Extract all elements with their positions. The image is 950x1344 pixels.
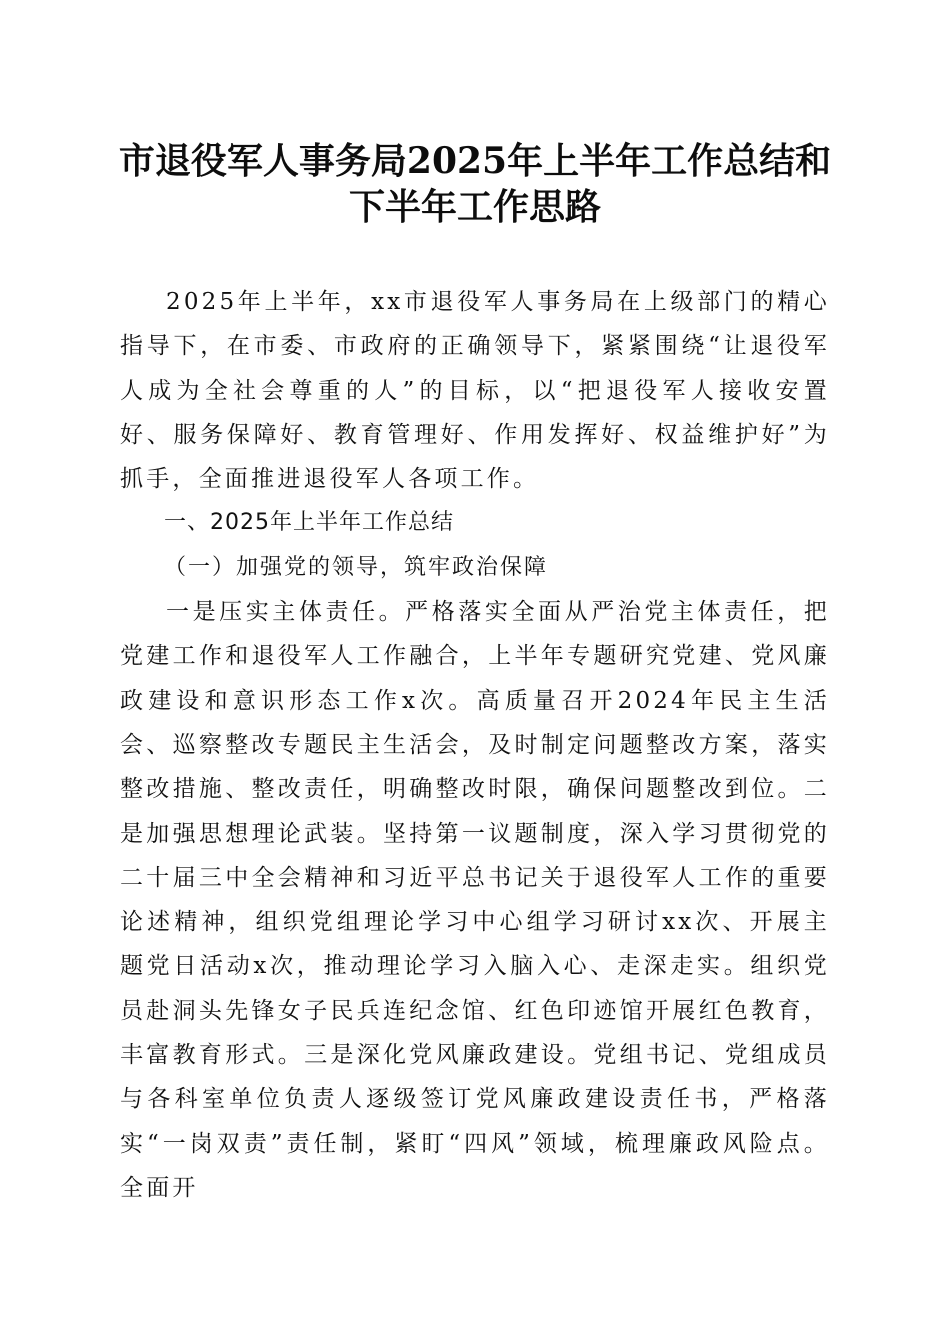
subsection-heading: （一）加强党的领导，筑牢政治保障 bbox=[164, 554, 549, 580]
section-heading: 一、2025年上半年工作总结 bbox=[164, 510, 454, 536]
title-line-2: 下半年工作思路 bbox=[348, 186, 601, 228]
document-title bbox=[100, 138, 850, 230]
document-body bbox=[120, 280, 830, 1210]
title-line-1: 市退役军人事务局2025年上半年工作总结和 bbox=[118, 140, 832, 182]
intro-paragraph: 2025年上半年，xx市退役军人事务局在上级部门的精心指导下，在市委、市政府的正确领导下，紧紧围绕“让退役军人成为全社会尊重的人”的目标，以“把退役军人接收安置好、服务保障好、教育管理好、作用发挥好、权益维护好”为抓手，全面推进退役军人各项工作。 bbox=[120, 289, 830, 493]
body-paragraph: 一是压实主体责任。严格落实全面从严治党主体责任，把党建工作和退役军人工作融合，上半年专题研究党建、党风廉政建设和意识形态工作x次。高质量召开2024年民主生活会、巡察整改专题民主生活会，及时制定问题整改方案，落实整改措施、整改责任，明确整改时限，确保问题整改到位。二是加强思想理论武装。坚持第一议题制度，深入学习贯彻党的二十届三中全会精神和习近平总书记关于退役军人工作的重要论述精神，组织党组理论学习中心组学习研讨xx次、开展主题党日活动x次，推动理论学习入脑入心、走深走实。组织党员赴洞头先锋女子民兵连纪念馆、红色印迹馆开展红色教育，丰富教育形式。三是深化党风廉政建设。党组书记、党组成员与各科室单位负责人逐级签订党风廉政建设责任书，严格落实“一岗双责”责任制，紧盯“四风”领域，梳理廉政风险点。全面开 bbox=[120, 599, 830, 1201]
